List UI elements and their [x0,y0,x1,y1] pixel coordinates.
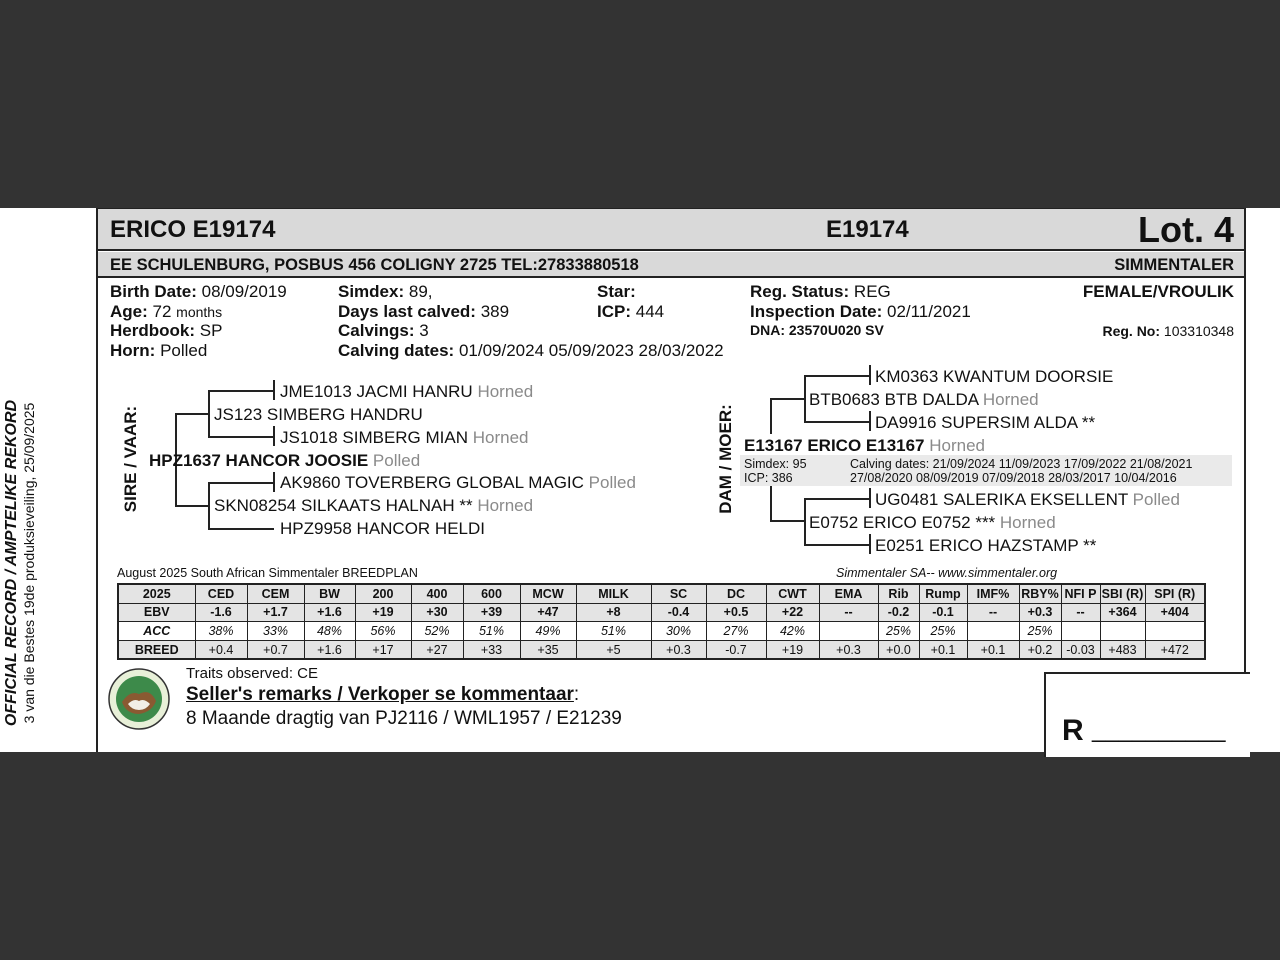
dam-sire-dam: DA9916 SUPERSIM ALDA ** [875,413,1096,432]
breedplan-cell: 38% [195,622,247,641]
breedplan-cell: +47 [520,603,576,622]
breedplan-cell: +0.1 [967,640,1019,659]
bid-line: __________ [1092,716,1226,743]
breedplan-cell: +483 [1100,640,1145,659]
breedplan-cell: 51% [463,622,520,641]
breedplan-cell: CED [195,584,247,603]
official-record-title: OFFICIAL RECORD / AMPTELIKE REKORD [3,399,20,727]
bid-currency: R [1062,714,1084,747]
breedplan-cell [1145,622,1205,641]
dam-calving-dates-2: 27/08/2020 08/09/2019 07/09/2018 28/03/2017 10/04/2016 [850,471,1177,485]
breedplan-cell: +5 [576,640,651,659]
breedplan-cell: +0.1 [919,640,967,659]
star: Star: [597,282,636,301]
breedplan-cell: +39 [463,603,520,622]
dam-sire: BTB0683 BTB DALDA Horned [809,390,1039,409]
dam-sire-sire: KM0363 KWANTUM DOORSIE [875,367,1114,386]
dna: DNA: 23570U020 SV [750,322,884,338]
breedplan-cell: +1.7 [247,603,304,622]
breedplan-cell: +0.4 [195,640,247,659]
breedplan-cell: +19 [766,640,819,659]
breedplan-cell: 27% [706,622,766,641]
horn-status: Horn: Polled [110,341,208,360]
breedplan-cell: +0.3 [819,640,878,659]
animal-id: E19174 [826,216,909,243]
bid-box[interactable] [1044,672,1250,757]
breedplan-cell: Rib [878,584,919,603]
breedplan-cell: +19 [355,603,411,622]
breedplan-cell: +0.5 [706,603,766,622]
breedplan-cell: DC [706,584,766,603]
herdbook: Herdbook: SP [110,321,223,340]
breedplan-cell: +17 [355,640,411,659]
breedplan-cell: +0.0 [878,640,919,659]
sire-sire: JS123 SIMBERG HANDRU [214,405,423,424]
breedplan-cell [1100,622,1145,641]
breedplan-cell: +30 [411,603,463,622]
dam-dam: E0752 ERICO E0752 *** Horned [809,513,1056,532]
breedplan-cell: ACC [118,622,195,641]
animal-card: ERICO E19174 E19174 Lot. 4 EE SCHULENBURG, POSBUS 456 COLIGNY 2725 TEL:27833880518 SIMMENTALER Birth Date: 08/09/2019 Age: 72 months Herdbook: SP Horn: Polled Simdex: 89, Days last calved: 389 Calvings: 3 Calving dates: 01/09/2024 05/09/2023 28/03/2022 Star: ICP: 444 Reg. Status: REG Inspection Date: 02/11/2021 DNA: 23570U020 SV FEMALE/VROULIK Reg. No: 103310348 SIRE / VAAR: JME1013 JACMI HANRU Horned JS123 SIMBERG HANDRU JS1018 SIMBERG MIAN Horned HPZ1637 HANCOR JOOSIE Polled AK9860 TOVERBERG GLOBAL MAGIC Polled SKN08254 SILKAATS HALNAH ** Horned HPZ9958 HANCOR HELDI DAM / MOER: KM0363 KWANTUM DOORSIE BTB0683 BTB DALDA Horned DA9916 SUPERSIM ALDA ** E13167 ERICO E13167 Horned Simdex: 95 ICP: 386 Calving dates: 21/09/2024 11/09/2023 17/09/2022 21/08/2021 27/08/2020 08/09/2019 07/09/2018 28/03/2017 10/04/2016 UG0481 SALERIKA EKSELLENT Polled E0752 ERICO E0752 *** Horned E0251 ERICO HAZSTAMP ** August 2025 South African Simmentaler BREEDPLAN Simmentaler SA-- www.simmentaler.org 2025 CED CEM BW 200 400 600 MCW MILK SC DC CWT EMA Rib Rump IMF% RBY% NFI P SBI (R) SPI (R) EBV -1.6 +1.7 +1.6 +19 +30 +39 +47 +8 -0.4 +0.5 +22 -- -0.2 -0.1 -- +0.3 -- +364 +404 ACC 38% 33% 48% 56% 52% 51% 49% 51% 30% 27% 42% 25% 25% 25% BREED +0.4 +0.7 +1.6 +17 +27 +33 +35 +5 +0.3 -0.7 +19 +0.3 +0.0 +0.1 +0.1 +0.2 -0.03 +483 +472 Traits observed: CE Seller's remarks / Verkoper se kommentaar: 8 Maande dragtig van PJ2116 / WML1957 / E21239 R __________ [96,208,1246,752]
simdex: Simdex: 89, [338,282,433,301]
days-last-calved: Days last calved: 389 [338,302,510,321]
breedplan-cell [819,622,878,641]
owner-address: EE SCHULENBURG, POSBUS 456 COLIGNY 2725 TEL:27833880518 [110,256,639,274]
remarks-text: 8 Maande dragtig van PJ2116 / WML1957 / E21239 [186,708,622,729]
breedplan-cell: 42% [766,622,819,641]
breedplan-cell: +0.7 [247,640,304,659]
breedplan-cell: MILK [576,584,651,603]
breedplan-row-header [118,584,1205,603]
sex: FEMALE/VROULIK [1082,282,1234,301]
reg-status: Reg. Status: REG [750,282,891,301]
breedplan-cell: -- [819,603,878,622]
breedplan-row-acc [118,622,1205,641]
breedplan-cell: EMA [819,584,878,603]
breedplan-cell: +364 [1100,603,1145,622]
calvings: Calvings: 3 [338,321,429,340]
sire-dam-sire: AK9860 TOVERBERG GLOBAL MAGIC Polled [280,473,636,492]
simmentaler-logo-icon [108,668,170,730]
breedplan-cell: MCW [520,584,576,603]
breedplan-cell: 400 [411,584,463,603]
breedplan-cell: +472 [1145,640,1205,659]
breedplan-cell: SPI (R) [1145,584,1205,603]
breedplan-cell: -- [1061,603,1100,622]
breedplan-cell: SBI (R) [1100,584,1145,603]
breedplan-cell: EBV [118,603,195,622]
breedplan-cell: RBY% [1019,584,1061,603]
breedplan-cell: 49% [520,622,576,641]
breedplan-caption: August 2025 South African Simmentaler BREEDPLAN [117,566,418,580]
breedplan-cell: +22 [766,603,819,622]
sire-dam: SKN08254 SILKAATS HALNAH ** Horned [214,496,534,515]
breedplan-cell: +0.3 [1019,603,1061,622]
breedplan-cell: +27 [411,640,463,659]
breedplan-cell: 51% [576,622,651,641]
breedplan-cell: BREED [118,640,195,659]
breedplan-row-ebv [118,603,1205,622]
breedplan-cell: +0.3 [651,640,706,659]
breedplan-cell: +1.6 [304,640,355,659]
breedplan-cell: +404 [1145,603,1205,622]
dam-icp: ICP: 386 [744,471,793,485]
calving-dates: Calving dates: 01/09/2024 05/09/2023 28/03/2022 [338,341,724,360]
breedplan-cell: -0.1 [919,603,967,622]
breedplan-cell: 600 [463,584,520,603]
breedplan-table [117,583,1206,660]
breedplan-cell: +0.2 [1019,640,1061,659]
breedplan-cell [967,622,1019,641]
title-bar [98,209,1244,251]
breedplan-cell: CWT [766,584,819,603]
breedplan-cell: 25% [1019,622,1061,641]
breedplan-cell: +33 [463,640,520,659]
breedplan-cell: BW [304,584,355,603]
auction-name: 3 van die Bestes 19de produksieveiling, 25/09/2025 [21,402,37,724]
breedplan-cell: -0.03 [1061,640,1100,659]
reg-number: Reg. No: 103310348 [1102,323,1234,339]
breedplan-cell [1061,622,1100,641]
breedplan-cell: +35 [520,640,576,659]
sire-dam-dam: HPZ9958 HANCOR HELDI [280,519,486,538]
dam-dam-sire: UG0481 SALERIKA EKSELLENT Polled [875,490,1180,509]
sire-sire-dam: JS1018 SIMBERG MIAN Horned [280,428,529,447]
breedplan-cell: -0.7 [706,640,766,659]
lot-number: Lot. 4 [1138,209,1234,250]
dam-calving-dates-1: Calving dates: 21/09/2024 11/09/2023 17/09/2022 21/08/2021 [850,457,1193,471]
breedplan-cell: Rump [919,584,967,603]
breedplan-cell: -0.2 [878,603,919,622]
traits-observed: Traits observed: CE [186,665,318,682]
breedplan-source: Simmentaler SA-- www.simmentaler.org [836,566,1058,580]
sire-sire-sire: JME1013 JACMI HANRU Horned [280,382,534,401]
breedplan-cell: IMF% [967,584,1019,603]
breedplan-cell: CEM [247,584,304,603]
sire-name: HPZ1637 HANCOR JOOSIE Polled [149,451,421,470]
breedplan-cell: NFI P [1061,584,1100,603]
record-sheet [0,208,1280,752]
breedplan-cell: 25% [919,622,967,641]
breedplan-cell: 33% [247,622,304,641]
breedplan-cell: 30% [651,622,706,641]
breedplan-cell: 200 [355,584,411,603]
dam-name: E13167 ERICO E13167 Horned [744,436,986,455]
breedplan-cell: +1.6 [304,603,355,622]
breedplan-cell: -0.4 [651,603,706,622]
breedplan-cell: +8 [576,603,651,622]
dam-dam-dam: E0251 ERICO HAZSTAMP ** [875,536,1097,555]
breedplan-cell: 56% [355,622,411,641]
birth-date: Birth Date: 08/09/2019 [110,282,287,301]
remarks-heading: Seller's remarks / Verkoper se kommentaar: [186,684,580,705]
icp: ICP: 444 [597,302,665,321]
animal-name: ERICO E19174 [110,216,276,243]
breedplan-cell: 25% [878,622,919,641]
breedplan-cell: 48% [304,622,355,641]
age: Age: 72 months [110,302,223,321]
breedplan-cell: 52% [411,622,463,641]
breedplan-cell: SC [651,584,706,603]
dam-simdex: Simdex: 95 [744,457,807,471]
breedplan-cell: -1.6 [195,603,247,622]
breedplan-cell: 2025 [118,584,195,603]
owner-bar [98,252,1244,278]
breed-name: SIMMENTALER [1114,256,1234,274]
breedplan-cell: -- [967,603,1019,622]
inspection-date: Inspection Date: 02/11/2021 [750,302,971,321]
breedplan-row-breed [118,640,1205,659]
